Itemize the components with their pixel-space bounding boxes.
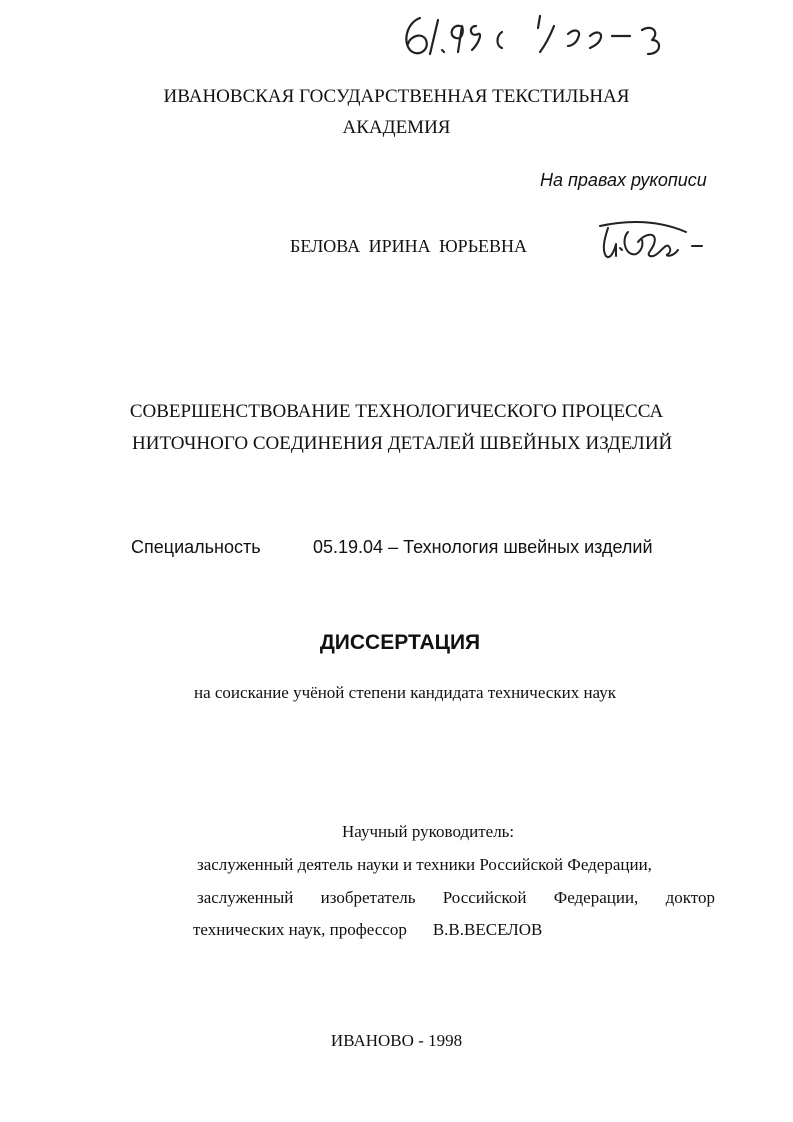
- supervisor-title-word: Российской: [442, 888, 527, 907]
- supervisor-title-word: доктор: [665, 888, 715, 907]
- supervisor-title-line2: [197, 888, 715, 908]
- institution-name-line1: ИВАНОВСКАЯ ГОСУДАРСТВЕННАЯ ТЕКСТИЛЬНАЯ: [163, 86, 630, 107]
- city-year: ИВАНОВО - 1998: [330, 1031, 463, 1050]
- supervisor-title-line3: [193, 920, 542, 940]
- degree-line: на соискание учёной степени кандидата технических наук: [193, 683, 616, 702]
- supervisor-degree: технических наук, профессор: [193, 920, 407, 939]
- dissertation-title-line2: НИТОЧНОГО СОЕДИНЕНИЯ ДЕТАЛЕЙ ШВЕЙНЫХ ИЗДЕЛИЙ: [132, 433, 673, 454]
- dissertation-title-line1: СОВЕРШЕНСТВОВАНИЕ ТЕХНОЛОГИЧЕСКОГО ПРОЦЕССА: [129, 401, 664, 422]
- manuscript-rights-note: На правах рукописи: [540, 170, 707, 190]
- supervisor-title-word: изобретатель: [320, 888, 416, 907]
- document-type: ДИССЕРТАЦИЯ: [319, 631, 481, 654]
- specialty-label: Специальность: [131, 537, 261, 557]
- author-name: БЕЛОВА ИРИНА ЮРЬЕВНА: [290, 236, 528, 256]
- supervisor-title-line1: заслуженный деятель науки и техники Российской Федерации,: [197, 855, 652, 874]
- supervisor-title-word: заслуженный: [197, 888, 294, 907]
- specialty-value: 05.19.04 – Технология швейных изделий: [313, 537, 653, 557]
- supervisor-title-word: Федерации,: [553, 888, 639, 907]
- supervisor-name: В.В.ВЕСЕЛОВ: [432, 920, 543, 939]
- handwritten-archive-number: [390, 6, 690, 62]
- institution-name-line2: АКАДЕМИЯ: [342, 117, 451, 138]
- author-signature: [598, 218, 708, 266]
- supervisor-label: Научный руководитель:: [342, 822, 515, 841]
